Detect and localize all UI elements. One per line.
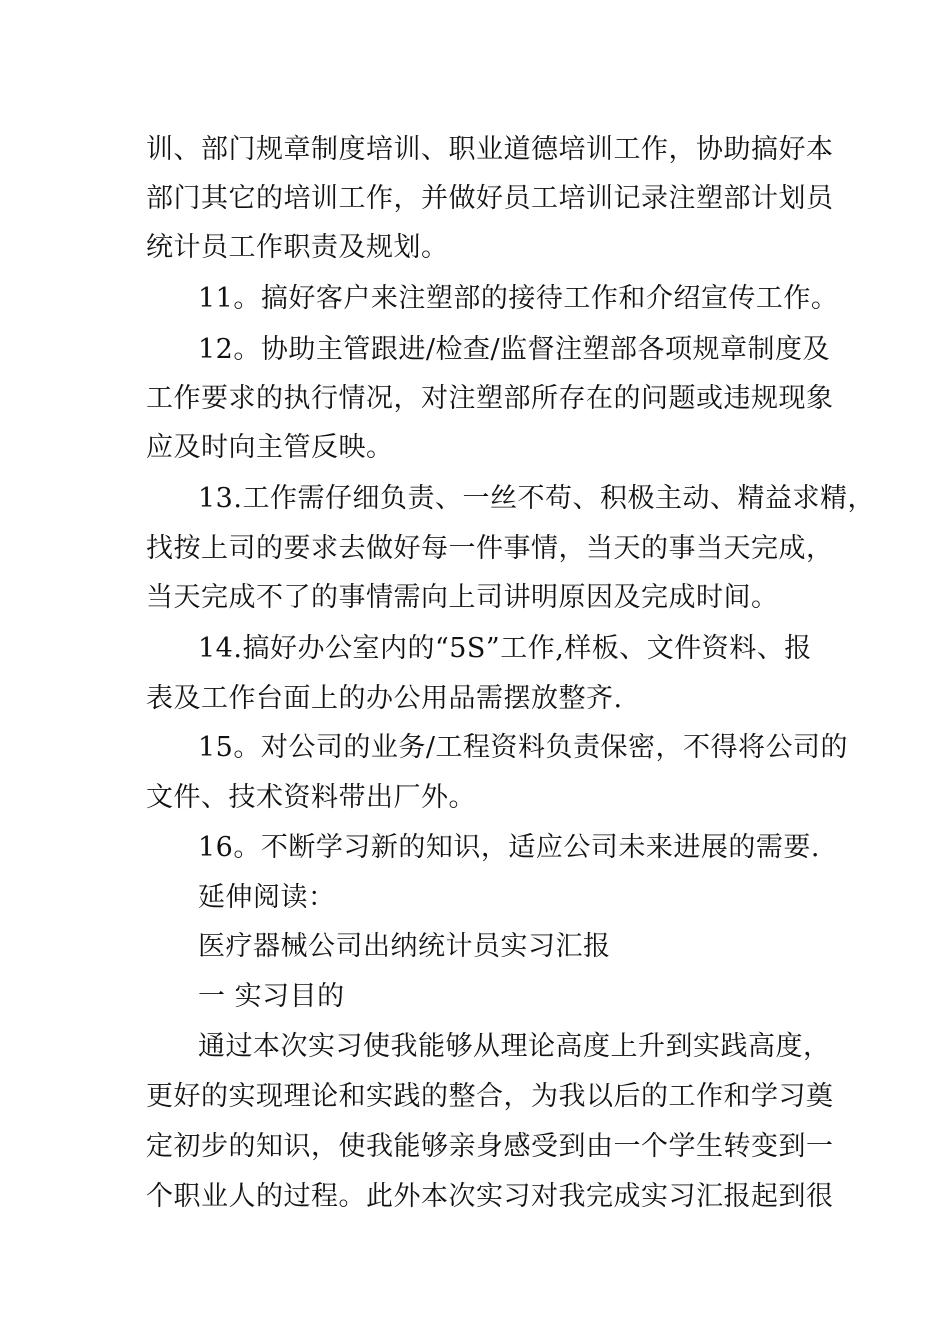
section-heading: 一 实习目的: [198, 981, 345, 1012]
text-line: 医疗器械公司出纳统计员实习汇报: [198, 931, 611, 962]
text-line: 11。搞好客户来注塑部的接待工作和介绍宣传工作。: [198, 283, 839, 314]
text-line: 延伸阅读：: [198, 882, 336, 913]
text-line: 应及时向主管反映。: [146, 432, 394, 463]
text-line: 13.工作需仔细负责、一丝不苟、积极主动、精益求精，: [198, 483, 875, 514]
text-line: 12。协助主管跟进/检查/监督注塑部各项规章制度及: [198, 334, 831, 365]
text-line: 表及工作台面上的办公用品需摆放整齐.: [146, 683, 623, 714]
text-line: 找按上司的要求去做好每一件事情，当天的事当天完成，: [146, 533, 834, 564]
text-line: 个职业人的过程。此外本次实习对我完成实习汇报起到很: [146, 1181, 834, 1212]
text-line: 文件、技术资料带出厂外。: [146, 782, 476, 813]
text-line: 定初步的知识，使我能够亲身感受到由一个学生转变到一: [146, 1131, 834, 1162]
text-line: 14.搞好办公室内的“5S”工作,样板、文件资料、报: [198, 633, 812, 664]
text-line: 更好的实现理论和实践的整合，为我以后的工作和学习奠: [146, 1081, 834, 1112]
text-line: 16。不断学习新的知识，适应公司未来进展的需要.: [198, 832, 820, 863]
text-line: 通过本次实习使我能够从理论高度上升到实践高度，: [198, 1031, 831, 1062]
text-line: 统计员工作职责及规划。: [146, 232, 449, 263]
text-line: 当天完成不了的事情需向上司讲明原因及完成时间。: [146, 582, 779, 613]
text-line: 训、部门规章制度培训、职业道德培训工作，协助搞好本: [146, 134, 834, 165]
text-line: 15。对公司的业务/工程资料负责保密，不得将公司的: [198, 732, 848, 763]
text-line: 部门其它的培训工作，并做好员工培训记录注塑部计划员: [146, 183, 834, 214]
text-line: 工作要求的执行情况，对注塑部所存在的问题或违规现象: [146, 383, 834, 414]
